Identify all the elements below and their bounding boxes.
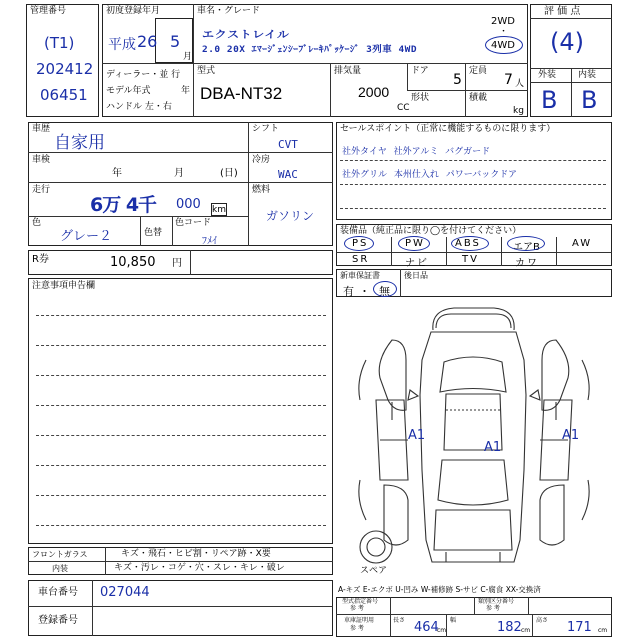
type-num-label: 型式指定番号 [342,598,379,605]
class-num-label: 類別区分番号 [478,598,515,605]
equip-aw: AW [572,238,593,249]
height-label: 高さ [536,617,549,624]
displacement-value: 2000 [358,84,390,100]
dealer-label: ディーラー・並 行 [106,70,181,80]
height-unit: cm [598,627,608,634]
grade-label: 評 価 点 [544,6,581,17]
equip-navi: ナビ [405,258,429,269]
chassis-value: 027044 [100,585,150,600]
name-grade-label: 車名・グレード [197,6,261,16]
displacement-unit: CC [397,103,410,113]
model-year-unit: 年 [181,86,191,96]
later-label: 後日品 [404,271,428,280]
equip-abs: ABS [455,238,481,249]
capacity-value: 7 [504,72,513,88]
warranty-label: 新車保証書 [340,271,380,280]
warranty-dot: ・ [359,285,370,298]
notes-label: 注意事項申告欄 [32,281,96,291]
equip-leather: カワ [515,258,539,269]
inspection-year-unit: 年 [112,168,122,179]
shift-value: CVT [278,138,298,151]
regnum-label: 登録番号 [38,615,78,626]
color-code-label: 色コード [175,218,212,228]
usage-label: 車歴 [32,124,51,134]
damage-left: A1 [408,428,426,443]
equip-ps-circle [344,236,374,251]
glass-value: キズ・飛石・ヒビ割・リペア跡・X要 [121,549,271,559]
registration-month-unit: 月 [183,52,193,62]
model-label: 型式 [197,66,216,76]
equip-sr: SR [352,254,370,265]
chassis-label: 車台番号 [38,587,78,598]
capacity-unit: 人 [515,79,525,89]
model-year-label: モデル年式 [106,86,151,96]
length-label-2: 長さ [393,617,406,624]
warranty-no-circle [373,281,397,297]
car-name: エクストレイル [202,30,290,41]
width-value: 182 [497,620,522,635]
interior-cond-label: 内装 [52,564,68,573]
warranty-no: 無 [379,285,390,298]
inspection-label: 車検 [32,155,51,165]
height-value: 171 [567,620,592,635]
interior-grade: B [581,86,598,114]
length-sub: 参 考 [350,625,364,632]
load-label: 積載 [469,93,488,103]
registration-label: 初度登録年月 [106,6,161,16]
recycle-label: R券 [32,254,49,265]
registration-month: 5 [170,32,181,51]
color-swap-label: 色替 [144,228,163,238]
ac-label: 冷房 [252,155,271,165]
recycle-unit: 円 [172,258,182,269]
sales-label: セールスポイント（正常に機能するものに限ります） [340,124,556,134]
inspection-day-unit: (日) [220,168,238,179]
management-label: 管理番号 [30,6,67,16]
interior-label: 内装 [578,70,597,80]
equip-airbag: エアB [513,242,540,253]
registration-era: 平成 [108,37,136,53]
length-label: 車庫証明用 [344,617,375,624]
management-line1: (T1) [44,34,75,52]
equip-airbag-circle [507,236,545,251]
mileage-value-2: 000 [176,197,201,212]
car-grade: 2.0 20X ｴﾏｰｼﾞｪﾝｼｰﾌﾞﾚｰｷﾊﾟｯｹｰｼﾞ 3列車 4WD [202,45,418,55]
ac-value: WAC [278,168,298,181]
color-label: 色 [32,218,42,228]
door-label: ドア [411,66,429,76]
warranty-yes: 有 [343,285,354,298]
drive-4wd-circle [485,36,523,54]
registration-year: 26 [137,32,158,51]
equip-pw-circle [398,236,430,251]
spare-label: スペア [360,566,388,576]
drive-2wd: 2WD [491,16,515,27]
interior-cond-value: キズ・汚レ・コゲ・穴・スレ・キレ・破レ [114,563,285,573]
damage-legend: A-キズ E-エクボ U-凹み W-補修跡 S-サビ C-腐食 XX-交換済 [338,585,541,594]
shift-label: シフト [252,124,280,134]
grade-score: (4) [550,28,584,56]
inspection-month-unit: 月 [174,168,184,179]
type-num-sub: 参 考 [350,605,364,612]
damage-right: A1 [562,428,580,443]
mileage-label: 走行 [32,185,51,195]
recycle-value: 10,850 [110,255,156,270]
notes-box [28,278,333,544]
exterior-grade: B [541,86,558,114]
sales-line2: 社外グリル 本州仕入れ パワーバックドア [342,170,518,180]
length-value: 464 [414,620,439,635]
model-value: DBA-NT32 [200,84,283,103]
length-unit: cm [437,627,447,634]
handle-label: ハンドル 左・右 [106,102,172,112]
drive-dot: ・ [499,27,509,37]
usage-value: 自家用 [54,133,105,153]
door-value: 5 [453,72,462,88]
displacement-label: 排気量 [334,66,362,76]
exterior-label: 外装 [538,70,557,80]
width-unit: cm [521,627,531,634]
management-line2: 202412 [36,60,94,78]
class-num-sub: 参 考 [486,605,500,612]
color-code-value: ﾌﾒｲ [202,236,217,247]
width-label: 幅 [450,617,457,624]
management-line3: 06451 [40,86,88,104]
mileage-unit: km [212,205,226,215]
mileage-value: 6万 4千 [90,194,157,216]
fuel-label: 燃料 [252,185,271,195]
equip-abs-circle [451,236,489,251]
equipment-label: 装備品（純正品に限り◯を付けてください） [340,226,522,236]
color-value: グレー２ [60,229,113,244]
load-unit: kg [513,106,524,116]
capacity-label: 定員 [469,66,488,76]
equip-pw: PW [405,238,425,249]
equip-ps: PS [352,238,369,249]
drive-4wd: 4WD [491,40,515,51]
fuel-value: ガソリン [266,209,315,223]
damage-center: A1 [484,440,502,455]
sales-line1: 社外タイヤ 社外アルミ バグガード [342,147,491,157]
equip-tv: TV [462,254,479,265]
glass-label: フロントガラス [32,550,88,559]
shape-label: 形状 [411,93,430,103]
